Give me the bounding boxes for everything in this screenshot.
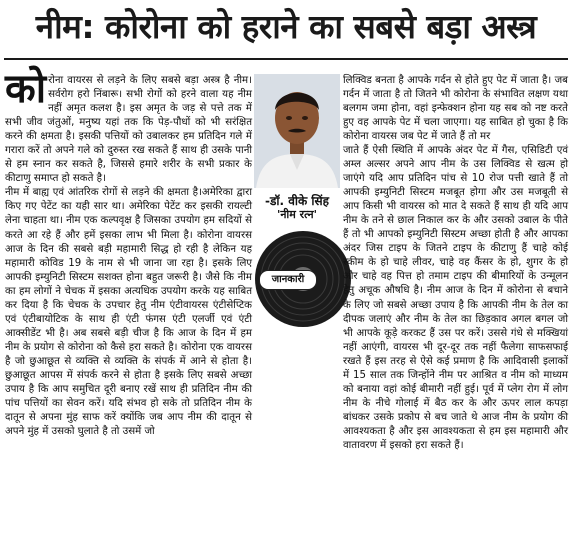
drop-cap: को	[5, 65, 47, 112]
caption-name: -डॉ. वीके सिंह	[264, 194, 329, 208]
author-portrait-image	[254, 74, 340, 188]
paragraph-1	[5, 65, 252, 186]
section-badge: जानकारी	[259, 270, 317, 290]
article-column-3	[343, 144, 568, 453]
author-photo	[254, 74, 340, 188]
headline: नीम: कोरोना को हराने का सबसे बड़ा अस्त्र	[35, 7, 537, 46]
photo-caption	[254, 194, 340, 222]
article-column-1	[5, 65, 252, 439]
article-column-2	[343, 74, 568, 144]
caption-title: 'नीम रत्न'	[276, 208, 318, 221]
column-2-text: लिक्विड बनता है आपके गर्दन से होते हुए पेट में जाता है। जब गर्दन में जाता है तो जितने भी कोरोना के संभावित लक्षण यथा बलगम जमा होना, वहां इन्फेक्शन होना यह सब को नष्ट करते हुए वह आपके पेट में चला जाएगा। यह साबित हो चुका है कि कोरोना वायरस जब पेट में जाते हैं तो मर	[343, 75, 568, 143]
headline-rule	[4, 58, 568, 60]
column-3-text: जाते हैं ऐसी स्थिति में आपके अंदर पेट में गैस, एसिडिटी एवं अम्ल अल्सर अपने आप नीम के उस लिक्विड से खत्म हो जाएंगे यदि आप प्रतिदिन पांच से 10 रोज पत्ती खाते हैं तो आपकी इम्युनिटी सिस्टम मजबूत होगा और उस मजबूती से आप किसी भी वायरस को मात दे सकते हैं साथ ही यदि आप नीम के तने से छाल निकाल कर के और उसको उबाल के पीते हैं तो भी आपको इम्युनिटी सिस्टम अच्छा होती है और आपका अंदर जिस टाइप के जितने टाइप के कीटाणु हैं चाहे कोई स्कीम के हो चाहे लीवर, चाहे वह कैंसर के हो, शुगर के हो और चाहे वह पित्त हो तमाम टाइप की बीमारियों के उन्मूलन हेतु अचूक औषधि है। नीम आज के दिन में कोरोना से बचाने के लिए जो सबसे अच्छा उपाय है कि आपकी नीम के तेल का दीपक जलाएं और नीम के तेल का छिड़काव अगल बगल जो भी आपके कूड़े करकट हैं उस पर करें। उससे गंधे से मक्खियां नहीं आएंगी, वायरस भी दूर-दूर तक नहीं फैलेगा साफसफाई रखते हैं इस तरह से ऐसे कई प्रमाण है कि आदिवासी इलाकों में 15 साल तक जिन्होंने नीम पर आश्रित व नीम को माध्यम को बनाया वहां कोई बीमारी नहीं हुई। पूर्व में प्लेग रोग में लोग नीम के नीचे गोलाई में बैठ कर के और ऊपर लाल कपड़ा बांधकर उसके प्रकोप से बच जाते थे आज नीम के प्रयोग की आवश्यकता है और इस आवश्यकता से हम इस महामारी और वातावरण में इसको हरा सकते हैं।	[343, 145, 568, 451]
paragraph-2: नीम में बाह्य एवं आंतरिक रोगों से लड़ने की क्षमता है।अमेरिका द्वारा किए गए पेटेंट का यही सार था। अमेरिका पेटेंट कर इसकी रायल्टी लेना चाहता था। नीम एक कल्पवृक्ष है जिसका उपयोग हम सदियों से करते आ रहे हैं और हमें इसका लाभ भी मिला है। कोरोना वायरस आज के दिन की सबसे बड़ी महामारी सिद्ध हो रही है लेकिन यह महामारी कोविड 19 के नाम से भी जाना जा रहा है। इसके लिए आपकी इम्युनिटी सिस्टम सशक्त होना बहुत जरूरी है। जैसे कि नीम का हम लोगों ने चेचक में इसका अत्यधिक उपयोग करके यह साबित कर दिया है कि चेचक के उपचार हेतु नीम एंटीवायरस एंटीसेप्टिक एवं एंटीबायोटिक के साथ ही एंटी फंगस एंटी एलर्जी एवं एंटी आक्सीडेंट भी है। अब सबसे बड़ी चीज है कि आज के दिन में हम नीम के प्रयोग से कोरोना को कैसे हरा सकते है। कोरोना एक वायरस है जो छुआछूत से व्यक्ति से व्यक्ति के संपर्क में आने से होता है। छुआछूत आपस में संपर्क करने से होता है इसके लिए सबसे अच्छा उपाय है कि आप समुचित दूरी बनाए रखें साथ ही प्रतिदिन नीम की पांच पत्तियों का सेवन करें। यदि संभव हो सके तो प्रतिदिन नीम के दातून से अपना मुंह साफ करें क्योंकि जब आप नीम की दातून से अपने मुंह में उसको घुलाते है तो उसमें जो	[5, 187, 252, 438]
paragraph-1-text: रोना वायरस से लड़ने के लिए सबसे बड़ा अस्त्र है नीम। सर्वरोग हरो निंबारू। सभी रोगों को हरने वाला यह नीम नहीं अमृत कलश है। इस अमृत के जड़ से पत्ते तक में सभी जीव जंतुओं, मनुष्य यहां तक कि पेड़-पौधों को भी सरंक्षित करने की क्षमता है। इसकी पत्तियों को उबालकर हम प्रतिदिन गले में गरारा करें तो अपने गले को दुरुस्त रख सकते हैं साथ ही उसके पानी से हम स्नान कर सकते है, जिससे हमारे शरीर के सभी प्रकार के कीटाणु समाप्त हो सकते है।	[5, 75, 252, 185]
